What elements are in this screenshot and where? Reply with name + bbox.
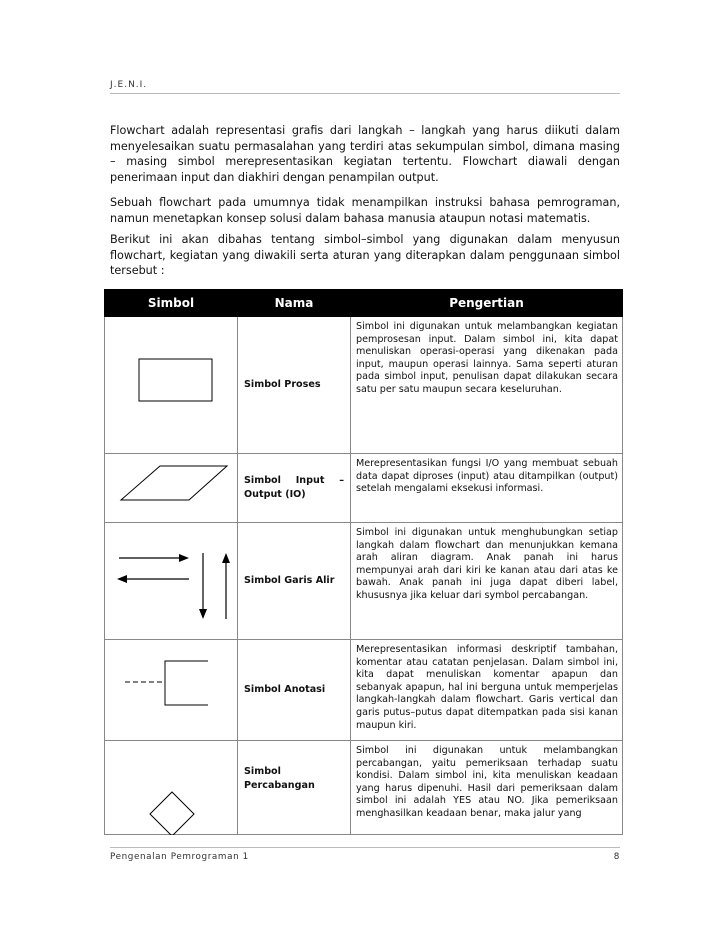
header-rule bbox=[110, 93, 620, 94]
table-row-annotation bbox=[105, 640, 623, 741]
symbol-name: Simbol Percabangan bbox=[238, 741, 351, 835]
symbol-definition: Simbol ini digunakan untuk menghubungkan setiap langkah dalam flowchart dan menunjukkan kemana arah aliran diagram. Anak panah ini harus mempunyai arah dari kiri ke kanan atau dari atas ke bawah. Anak panah ini juga dapat diberi label, khususnya jika keluar dari symbol percabangan. bbox=[351, 523, 623, 640]
symbol-cell bbox=[105, 640, 238, 741]
symbol-cell bbox=[105, 523, 238, 640]
symbol-cell bbox=[105, 454, 238, 523]
symbol-cell bbox=[105, 741, 238, 835]
symbol-name bbox=[238, 454, 351, 523]
diamond-decision-icon bbox=[105, 741, 238, 835]
table-row-flowline bbox=[105, 523, 623, 640]
footer-rule bbox=[110, 847, 620, 848]
paragraph-intro: Flowchart adalah representasi grafis dari langkah – langkah yang harus diikuti dalam menyelesaikan suatu permasalahan yang terdiri atas sekumpulan simbol, dimana masing – masing simbol merepresentasikan kegiatan tertentu. Flowchart diawali dengan penerimaan input dan diakhiri dengan penampilan output. bbox=[110, 124, 620, 184]
symbol-cell bbox=[105, 317, 238, 454]
symbol-name: Simbol Garis Alir bbox=[238, 523, 351, 640]
column-header-symbol: Simbol bbox=[105, 290, 238, 317]
footer-title: Pengenalan Pemrograman 1 bbox=[110, 852, 249, 862]
flowchart-symbol-table bbox=[104, 289, 623, 835]
page-number: 8 bbox=[613, 852, 620, 862]
paragraph-concept: Sebuah flowchart pada umumnya tidak menampilkan instruksi bahasa pemrograman, namun menetapkan konsep solusi dalam bahasa manusia ataupun notasi matematis. bbox=[110, 196, 620, 225]
rectangle-process-icon bbox=[105, 317, 238, 454]
paragraph-table-intro: Berikut ini akan dibahas tentang simbol–simbol yang digunakan dalam menyusun flowchart, kegiatan yang diwakili serta aturan yang diterapkan dalam penggunaan simbol tersebut : bbox=[110, 233, 620, 278]
symbol-definition: Simbol ini digunakan untuk melambangkan kegiatan pemprosesan input. Dalam simbol ini, kita dapat menuliskan operasi-operasi yang dikenakan pada input, maupun operasi lainnya. Sama seperti aturan pada simbol input, penulisan dapat dilakukan secara satu per satu maupun secara keseluruhan. bbox=[351, 317, 623, 454]
symbol-name-text: Simbol Input – Output (IO) bbox=[244, 475, 344, 500]
symbol-definition: Merepresentasikan fungsi I/O yang membuat sebuah data dapat diproses (input) atau ditampilkan (output) setelah mengalami eksekusi informasi. bbox=[351, 454, 623, 523]
table-row-decision bbox=[105, 741, 623, 835]
parallelogram-io-icon bbox=[105, 454, 238, 523]
table-row-io bbox=[105, 454, 623, 523]
page-footer bbox=[110, 852, 620, 862]
table-header-row bbox=[105, 290, 623, 317]
symbol-name: Simbol Proses bbox=[238, 317, 351, 454]
symbol-definition: Merepresentasikan informasi deskriptif tambahan, komentar atau catatan penjelasan. Dalam simbol ini, kita dapat menuliskan komentar apapun dan sebanyak apapun, hal ini berguna untuk memperjelas langkah-langkah dalam flowchart. Garis vertical dan garis putus–putus dapat ditempatkan pada sisi kanan maupun kiri. bbox=[351, 640, 623, 741]
symbol-name: Simbol Anotasi bbox=[238, 640, 351, 741]
flow-arrows-icon bbox=[105, 523, 238, 640]
table-row-process bbox=[105, 317, 623, 454]
column-header-name: Nama bbox=[238, 290, 351, 317]
annotation-bracket-icon bbox=[105, 640, 238, 741]
symbol-definition: Simbol ini digunakan untuk melambangkan percabangan, yaitu pemeriksaan terhadap suatu kondisi. Dalam simbol ini, kita menuliskan keadaan yang harus dipenuhi. Hasil dari pemeriksaan dalam simbol ini adalah YES atau NO. Jika pemeriksaan menghasilkan keadaan benar, maka jalur yang bbox=[351, 741, 623, 835]
column-header-definition: Pengertian bbox=[351, 290, 623, 317]
running-header: J.E.N.I. bbox=[110, 80, 148, 90]
